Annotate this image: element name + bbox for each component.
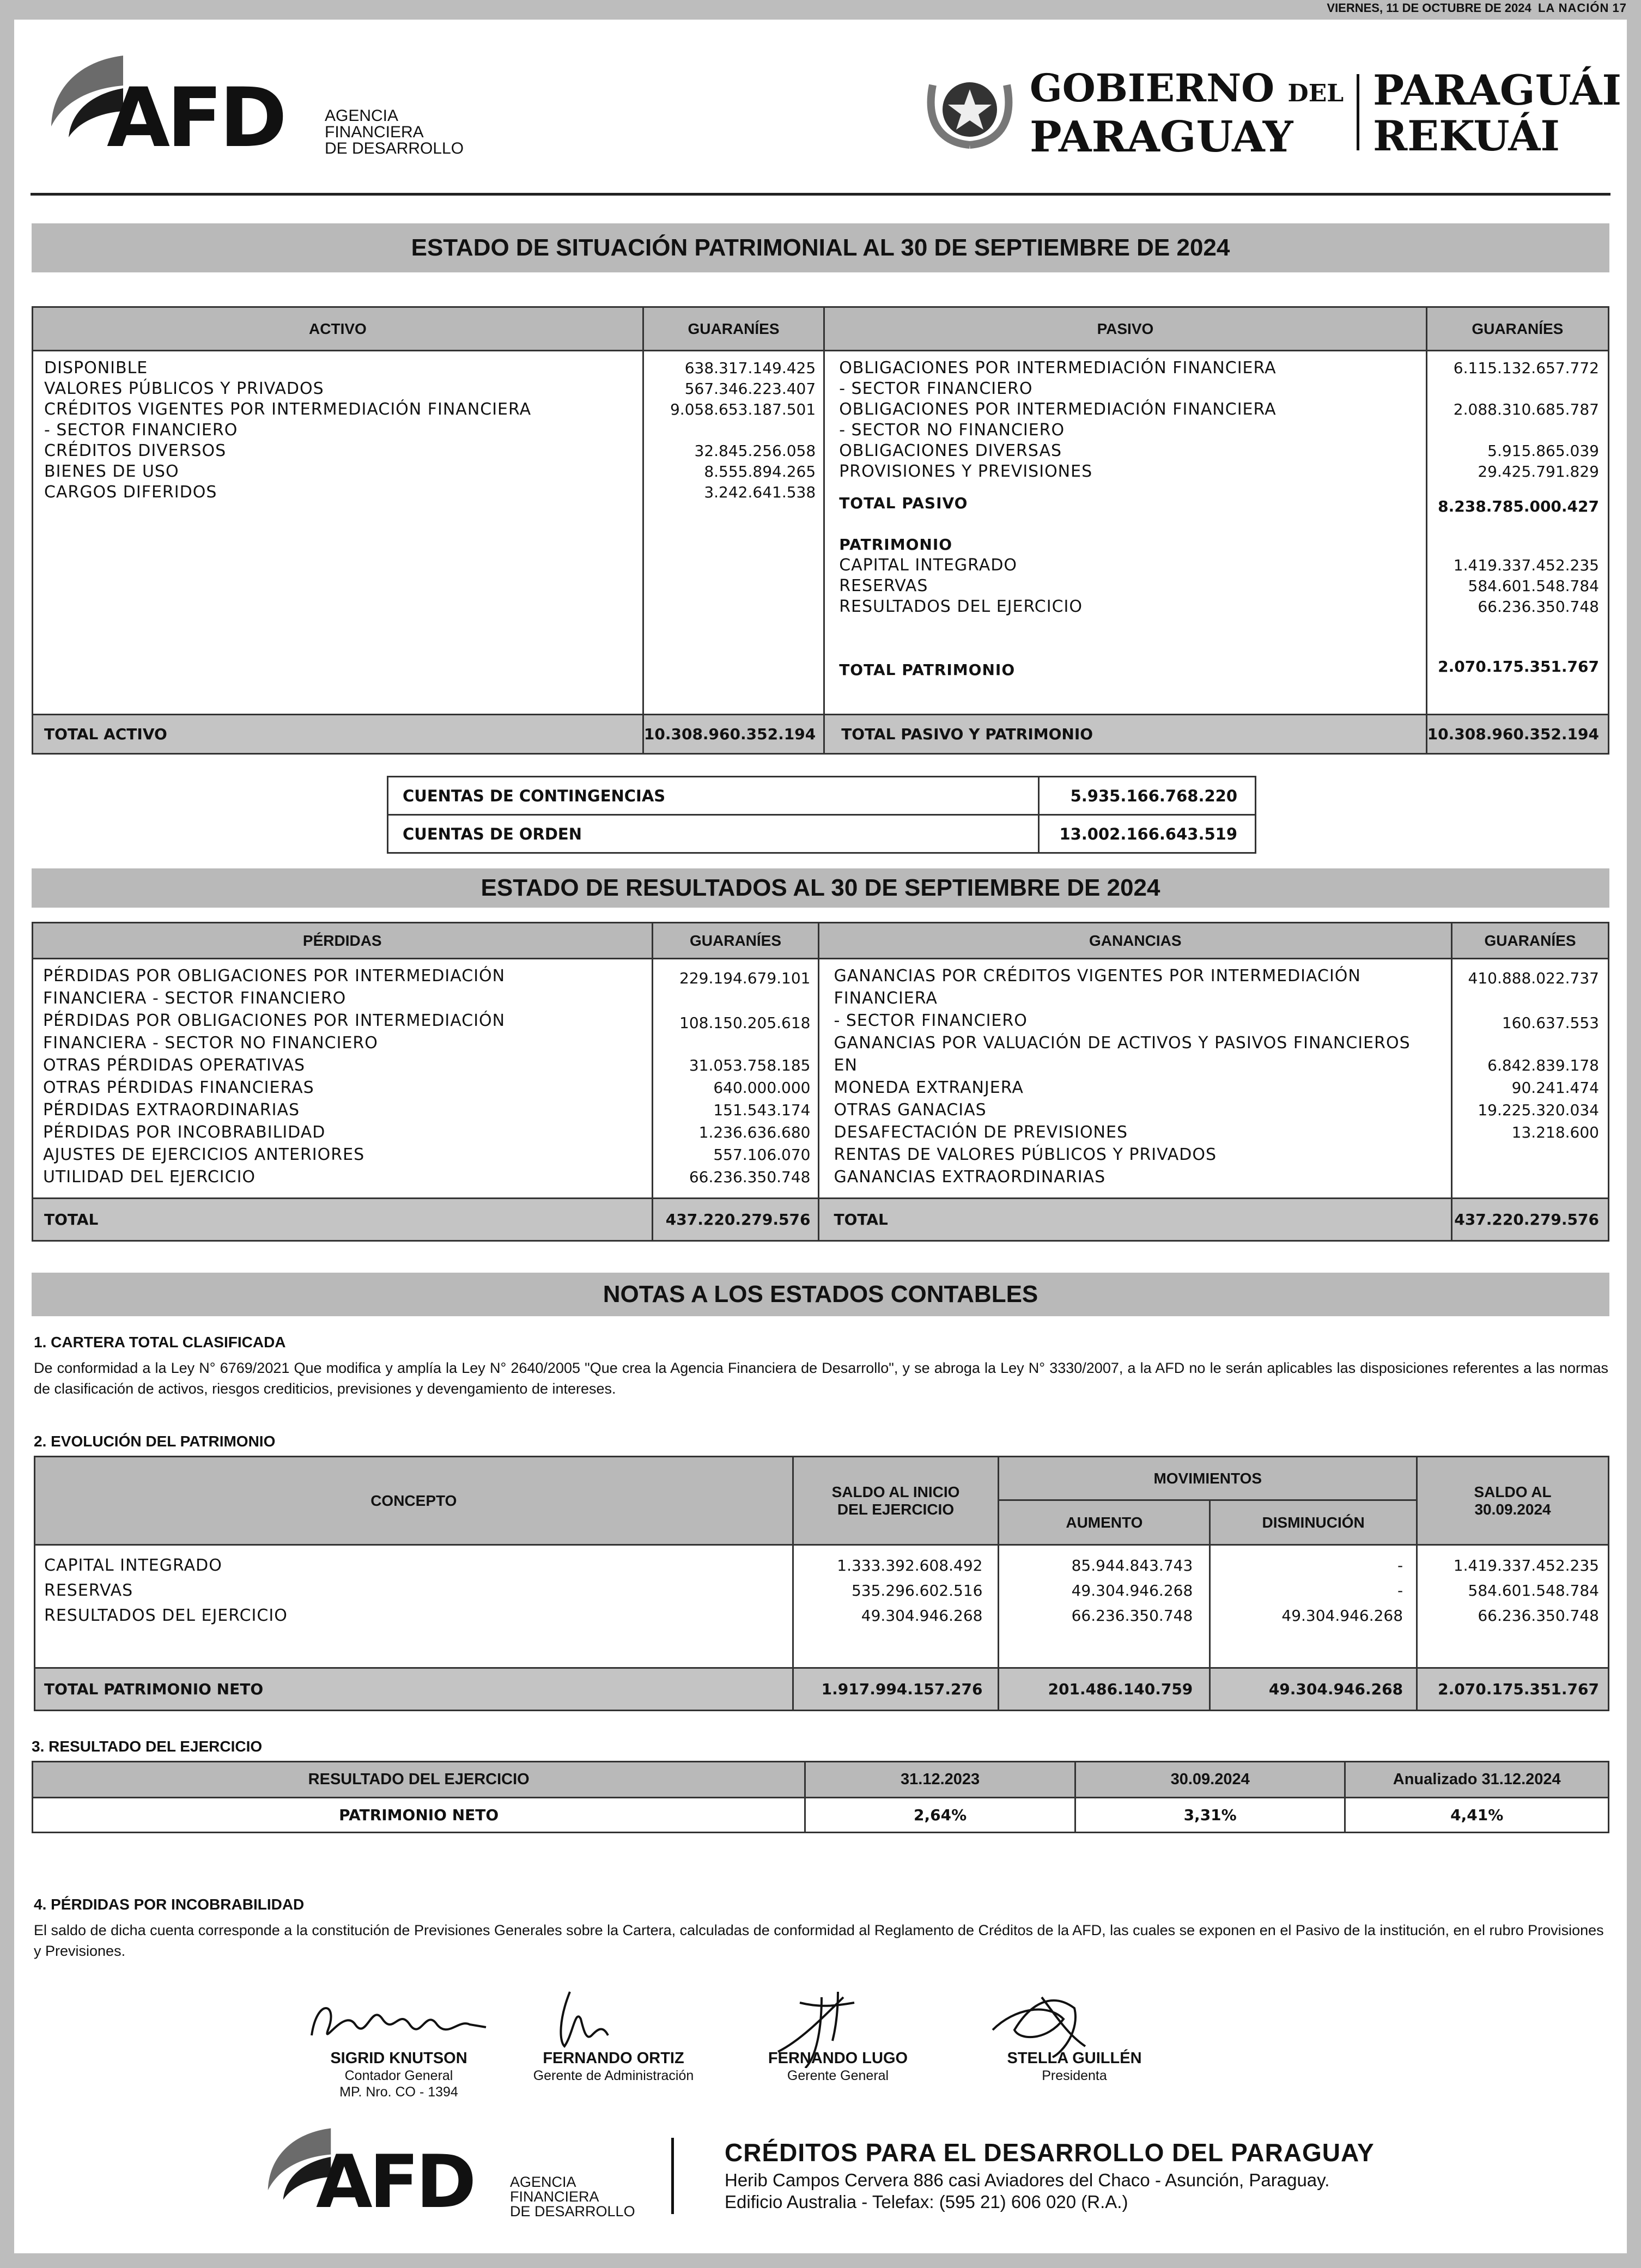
col-perdidas-header: PÉRDIDAS (33, 923, 653, 959)
balance-title: ESTADO DE SITUACIÓN PATRIMONIAL AL 30 DE SEPTIEMBRE DE 2024 (32, 223, 1609, 272)
loss-value: 1.236.636.680 (698, 1123, 811, 1141)
loss-value: 108.150.205.618 (679, 1014, 811, 1032)
footer-address-1: Herib Campos Cervera 886 casi Aviadores del Chaco - Asunción, Paraguay. (725, 2170, 1330, 2190)
equity-label: RESERVAS (839, 576, 928, 595)
afd-wordmark: AFD (107, 71, 284, 166)
loss-value: 31.053.758.185 (689, 1056, 811, 1074)
gain-label-line1: GANANCIAS POR CRÉDITOS VIGENTES POR INTERMEDIACIÓN FINANCIERA (834, 966, 1361, 1008)
top-strip (0, 0, 1641, 20)
evo-concept-cell (35, 1545, 793, 1668)
loss-value-wrap (661, 1054, 811, 1077)
asset-label: - SECTOR FINANCIERO (44, 421, 238, 440)
signatory-registration: MP. Nro. CO - 1394 (339, 2084, 458, 2100)
signatory-role: Gerente General (787, 2068, 889, 2083)
note3-title: 3. RESULTADO DEL EJERCICIO (32, 1738, 263, 1755)
gain-value: 410.888.022.737 (1468, 969, 1599, 987)
patrimonio-neto-anualizado: 4,41% (1345, 1798, 1609, 1833)
evo-concepto: RESULTADOS DEL EJERCICIO (44, 1606, 288, 1625)
resultado-table (32, 1761, 1609, 1833)
header-rule (31, 193, 1610, 196)
equity-label: RESULTADOS DEL EJERCICIO (839, 597, 1083, 616)
footer-contact (725, 2138, 1375, 2213)
loss-value-wrap (661, 1144, 811, 1166)
asset-label: VALORES PÚBLICOS Y PRIVADOS (44, 379, 324, 398)
afd-logo-text (325, 108, 488, 157)
loss-label-line1: OTRAS PÉRDIDAS FINANCIERAS (43, 1078, 314, 1097)
evo-aumento-cell (999, 1545, 1210, 1668)
loss-value: 640.000.000 (713, 1079, 811, 1097)
loss-label-line1: PÉRDIDAS POR OBLIGACIONES POR INTERMEDIACIÓN (43, 1011, 506, 1030)
note1-title: 1. CARTERA TOTAL CLASIFICADA (34, 1334, 286, 1351)
evo-disminucion-cell (1210, 1545, 1417, 1668)
afd-line-3: DE DESARROLLO (325, 139, 464, 157)
loss-label (43, 1054, 642, 1077)
asset-value: 32.845.256.058 (694, 442, 816, 460)
loss-label (43, 1144, 642, 1166)
liability-value (1436, 379, 1599, 399)
gain-label (834, 1121, 1437, 1144)
loss-value: 229.194.679.101 (679, 969, 811, 987)
asset-label: CRÉDITOS VIGENTES POR INTERMEDIACIÓN FINANCIERA (44, 400, 532, 419)
gain-label-line1: OTRAS GANACIAS (834, 1100, 987, 1120)
loss-value-wrap (661, 1010, 811, 1054)
logo-divider (1357, 74, 1359, 150)
rekuai-word: REKUÁI (1373, 112, 1560, 160)
gains-labels (819, 959, 1452, 1199)
gain-value-wrap (1461, 965, 1599, 1010)
evo-saldo: 66.236.350.748 (1478, 1607, 1599, 1625)
gobierno-text (1030, 65, 1344, 162)
loss-value: 151.543.174 (713, 1101, 811, 1119)
gain-label-line1: DESAFECTACIÓN DE PREVISIONES (834, 1123, 1128, 1142)
loss-label-line2: FINANCIERA - SECTOR FINANCIERO (43, 989, 347, 1008)
gain-value: 6.842.839.178 (1487, 1056, 1599, 1074)
col-activo-header: ACTIVO (33, 307, 643, 351)
loss-value-wrap (661, 1121, 811, 1144)
evo-aumento: 66.236.350.748 (1071, 1607, 1193, 1625)
total-activo-value: 10.308.960.352.194 (643, 715, 824, 754)
gobierno-logo (921, 63, 1624, 161)
asset-value: 638.317.149.425 (684, 359, 816, 377)
total-patrimonio-label: TOTAL PATRIMONIO (839, 661, 1016, 679)
total-pasivo-value: 8.238.785.000.427 (1438, 497, 1599, 515)
evo-aumento: 49.304.946.268 (1071, 1582, 1193, 1600)
col-guaranies-header: GUARANÍES (652, 923, 819, 959)
loss-label (43, 1166, 642, 1188)
signatory-name: FERNANDO ORTIZ (543, 2050, 684, 2067)
gain-value-wrap (1461, 1010, 1599, 1054)
gain-value: 160.637.553 (1502, 1014, 1599, 1032)
gains-total-value: 437.220.279.576 (1452, 1199, 1609, 1241)
liability-label: - SECTOR FINANCIERO (839, 379, 1033, 398)
loss-label (43, 1010, 642, 1054)
results-title-a: ESTADO DE RESULTADOS AL 30 DE (481, 874, 898, 901)
col-saldo-inicio-header: SALDO AL INICIO DEL EJERCICIO (793, 1457, 999, 1545)
evo-saldo: 1.419.337.452.235 (1453, 1556, 1599, 1574)
footer-divider (671, 2138, 674, 2214)
gain-label-line2: MONEDA EXTRANJERA (834, 1078, 1024, 1097)
evo-concepto: RESERVAS (44, 1581, 133, 1600)
assets-labels (33, 351, 643, 715)
loss-value-wrap (661, 1077, 811, 1099)
gobierno-word: GOBIERNO (1030, 65, 1275, 111)
assets-values (643, 351, 824, 715)
paraguay-word: PARAGUAY (1030, 112, 1293, 162)
equity-value: 584.601.548.784 (1468, 577, 1599, 595)
patrimonio-neto-2024: 3,31% (1075, 1798, 1345, 1833)
signatory-name: STELLA GUILLÉN (1007, 2050, 1142, 2067)
liability-label: OBLIGACIONES POR INTERMEDIACIÓN FINANCIERA (839, 358, 1277, 378)
resultado-header-2024: 30.09.2024 (1075, 1762, 1345, 1798)
equity-value: 1.419.337.452.235 (1453, 556, 1599, 574)
gain-label-line1: GANANCIAS EXTRAORDINARIAS (834, 1168, 1106, 1187)
notes-title: NOTAS A LOS ESTADOS CONTABLES (32, 1273, 1609, 1316)
gain-label (834, 1032, 1437, 1099)
afd-line-1: AGENCIA (510, 2174, 576, 2190)
newspaper-name: LA NACIÓN (1537, 1, 1609, 15)
note4-title: 4. PÉRDIDAS POR INCOBRABILIDAD (34, 1896, 305, 1913)
loss-label (43, 1121, 642, 1144)
loss-value: 66.236.350.748 (689, 1168, 811, 1186)
resultado-header-label: RESULTADO DEL EJERCICIO (33, 1762, 805, 1798)
footer-afd-text (510, 2175, 635, 2219)
paraguai-word: PARAGUÁI (1373, 66, 1622, 114)
loss-label (43, 965, 642, 1010)
evo-disminucion: - (1397, 1556, 1403, 1574)
loss-label-line2: FINANCIERA - SECTOR NO FINANCIERO (43, 1033, 378, 1053)
loss-label-line1: OTRAS PÉRDIDAS OPERATIVAS (43, 1056, 306, 1075)
publication-date: VIERNES, 11 DE OCTUBRE DE 2024 (1327, 1, 1531, 15)
gain-value: 19.225.320.034 (1478, 1101, 1599, 1119)
evo-total-disminucion: 49.304.946.268 (1210, 1668, 1417, 1711)
afd-line-3: DE DESARROLLO (510, 2203, 635, 2220)
note1-text: De conformidad a la Ley N° 6769/2021 Que modifica y amplía la Ley N° 2640/2005 "Que crea la Agencia Financiera de Desarrollo", y se abroga la Ley N° 3330/2007, a la AFD no le serán aplicables las disposiciones referentes a las normas de clasificación de activos, riesgos crediticios, previsiones y devengamiento de intereses. (34, 1360, 1608, 1397)
gain-value: 13.218.600 (1511, 1123, 1599, 1141)
col-movimientos-header: MOVIMIENTOS (999, 1457, 1417, 1500)
gain-value: 90.241.474 (1511, 1079, 1599, 1097)
cuentas-table (387, 776, 1256, 854)
evo-saldo-cell (1417, 1545, 1609, 1668)
patrimonio-neto-2023: 2,64% (805, 1798, 1075, 1833)
evo-disminucion: - (1397, 1582, 1403, 1600)
equity-label: CAPITAL INTEGRADO (839, 556, 1018, 575)
guarani-text (1373, 68, 1621, 159)
results-table (32, 922, 1609, 1242)
loss-label-line1: UTILIDAD DEL EJERCICIO (43, 1168, 256, 1187)
signature-block (290, 1986, 508, 2100)
note4-text: El saldo de dicha cuenta corresponde a la constitución de Previsiones Generales sobre la Cartera, calculadas de conformidad al Reglamento de Créditos de la AFD, las cuales se exponen en el Pasivo de la institución, en el rubro Provisiones y Previsiones. (34, 1922, 1604, 1959)
evo-inicio-cell (793, 1545, 999, 1668)
liability-label: OBLIGACIONES DIVERSAS (839, 441, 1062, 460)
loss-label-line1: PÉRDIDAS POR OBLIGACIONES POR INTERMEDIACIÓN (43, 966, 506, 986)
asset-label: DISPONIBLE (44, 358, 148, 378)
gains-values (1452, 959, 1609, 1199)
losses-total-value: 437.220.279.576 (652, 1199, 819, 1241)
liability-value: 5.915.865.039 (1487, 442, 1599, 460)
total-activo-label: TOTAL ACTIVO (33, 715, 643, 754)
orden-value: 13.002.166.643.519 (1039, 815, 1256, 853)
contingencias-value: 5.935.166.768.220 (1039, 777, 1256, 815)
col-saldo-al-header: SALDO AL 30.09.2024 (1417, 1457, 1609, 1545)
gain-label (834, 1144, 1437, 1166)
signature-block (965, 1986, 1183, 2084)
gain-label-line1: GANANCIAS POR VALUACIÓN DE ACTIVOS Y PASIVOS FINANCIEROS EN (834, 1033, 1411, 1075)
liability-value: 29.425.791.829 (1478, 463, 1599, 481)
footer-slogan: CRÉDITOS PARA EL DESARROLLO DEL PARAGUAY (725, 2138, 1375, 2167)
loss-value-wrap (661, 1099, 811, 1121)
national-seal-icon (921, 63, 1019, 156)
loss-label-line1: AJUSTES DE EJERCICIOS ANTERIORES (43, 1145, 365, 1164)
balance-table (32, 306, 1609, 755)
col-guaranies-header: GUARANÍES (1426, 307, 1608, 351)
evo-saldo: 584.601.548.784 (1468, 1582, 1599, 1600)
signatory-role: Contador General (344, 2068, 453, 2083)
total-pasivo-label: TOTAL PASIVO (839, 494, 968, 512)
results-title (32, 868, 1609, 908)
asset-value: 567.346.223.407 (684, 380, 816, 398)
page-number: 17 (1612, 1, 1627, 15)
signatory-role: Presidenta (1042, 2068, 1107, 2083)
losses-labels (33, 959, 653, 1199)
afd-line-2: FINANCIERA (325, 123, 424, 141)
gain-value-wrap (1461, 1099, 1599, 1121)
loss-label-line1: PÉRDIDAS POR INCOBRABILIDAD (43, 1123, 326, 1142)
gain-value-wrap (1461, 1054, 1599, 1077)
liability-label: OBLIGACIONES POR INTERMEDIACIÓN FINANCIERA (839, 400, 1277, 419)
loss-value: 557.106.070 (713, 1146, 811, 1164)
signatory-name: SIGRID KNUTSON (330, 2050, 467, 2067)
signature-block (505, 1986, 722, 2084)
loss-value-wrap (661, 1166, 811, 1188)
loss-label (43, 1099, 642, 1121)
gain-value-wrap (1461, 1121, 1599, 1144)
footer-address-2: Edificio Australia - Telefax: (595 21) 606 020 (R.A.) (725, 2192, 1128, 2212)
asset-label: CRÉDITOS DIVERSOS (44, 441, 227, 460)
loss-label-line1: PÉRDIDAS EXTRAORDINARIAS (43, 1100, 300, 1120)
evo-aumento: 85.944.843.743 (1071, 1556, 1193, 1574)
asset-value: 8.555.894.265 (704, 463, 816, 481)
liability-value: 2.088.310.685.787 (1453, 400, 1599, 418)
total-pasivo-patrimonio-value: 10.308.960.352.194 (1426, 715, 1608, 754)
results-title-c: DE 2024 (1067, 874, 1160, 901)
col-ganancias-header: GANANCIAS (819, 923, 1452, 959)
del-word: DEL (1287, 80, 1344, 107)
asset-value: 9.058.653.187.501 (670, 400, 816, 418)
evo-concepto: CAPITAL INTEGRADO (44, 1556, 222, 1575)
asset-label: BIENES DE USO (44, 462, 179, 481)
liabilities-values (1426, 351, 1608, 715)
liability-value: 6.115.132.657.772 (1453, 359, 1599, 377)
col-guaranies-header: GUARANÍES (1452, 923, 1609, 959)
col-aumento-header: AUMENTO (999, 1500, 1210, 1545)
asset-value (652, 420, 816, 441)
asset-value: 3.242.641.538 (704, 483, 816, 501)
document-page (14, 20, 1627, 2253)
afd-line-2: FINANCIERA (510, 2188, 599, 2205)
resultado-header-2023: 31.12.2023 (805, 1762, 1075, 1798)
signatory-role: Gerente de Administración (533, 2068, 694, 2083)
patrimonio-neto-label: PATRIMONIO NETO (33, 1798, 805, 1833)
evo-total-aumento: 201.486.140.759 (999, 1668, 1210, 1711)
gain-label (834, 1166, 1437, 1188)
col-pasivo-header: PASIVO (824, 307, 1426, 351)
gain-label (834, 965, 1437, 1032)
gains-total-label: TOTAL (819, 1199, 1452, 1241)
col-concepto-header: CONCEPTO (35, 1457, 793, 1545)
results-title-b: SEPTIEMBRE (904, 874, 1061, 901)
loss-label (43, 1077, 642, 1099)
evo-inicio: 49.304.946.268 (861, 1607, 983, 1625)
signatory-name: FERNANDO LUGO (768, 2050, 908, 2067)
liability-label: PROVISIONES Y PREVISIONES (839, 462, 1093, 481)
col-disminucion-header: DISMINUCIÓN (1210, 1500, 1417, 1545)
signature-block (729, 1986, 947, 2084)
publication-line (1327, 1, 1627, 15)
liability-value (1436, 420, 1599, 441)
patrimonio-label: PATRIMONIO (839, 536, 953, 554)
contingencias-label: CUENTAS DE CONTINGENCIAS (388, 777, 1039, 815)
afd-line-1: AGENCIA (325, 107, 399, 125)
loss-value-wrap (661, 965, 811, 1010)
liability-label: - SECTOR NO FINANCIERO (839, 421, 1065, 440)
liabilities-labels (824, 351, 1426, 715)
losses-values (652, 959, 819, 1199)
asset-label: CARGOS DIFERIDOS (44, 483, 217, 502)
afd-wordmark: AFD (316, 2139, 473, 2224)
equity-value: 66.236.350.748 (1478, 598, 1599, 616)
gain-label-line2: - SECTOR FINANCIERO (834, 1011, 1028, 1030)
evo-inicio: 1.333.392.608.492 (837, 1556, 983, 1574)
patrimonio-evolution-table (34, 1456, 1609, 1711)
evo-total-label: TOTAL PATRIMONIO NETO (35, 1668, 793, 1711)
evo-disminucion: 49.304.946.268 (1281, 1607, 1403, 1625)
note2-title: 2. EVOLUCIÓN DEL PATRIMONIO (34, 1433, 276, 1450)
gain-label (834, 1099, 1437, 1121)
evo-total-saldo: 2.070.175.351.767 (1417, 1668, 1609, 1711)
footer-afd-logo (259, 2127, 641, 2225)
evo-total-inicio: 1.917.994.157.276 (793, 1668, 999, 1711)
afd-logo (41, 56, 464, 166)
evo-inicio: 535.296.602.516 (851, 1582, 983, 1600)
gain-value-wrap (1461, 1077, 1599, 1099)
total-pasivo-patrimonio-label: TOTAL PASIVO Y PATRIMONIO (824, 715, 1426, 754)
results-total-label: TOTAL (33, 1199, 653, 1241)
resultado-header-anualizado: Anualizado 31.12.2024 (1345, 1762, 1609, 1798)
col-guaranies-header: GUARANÍES (643, 307, 824, 351)
total-patrimonio-value: 2.070.175.351.767 (1438, 658, 1599, 676)
gain-label-line1: RENTAS DE VALORES PÚBLICOS Y PRIVADOS (834, 1145, 1217, 1164)
orden-label: CUENTAS DE ORDEN (388, 815, 1039, 853)
